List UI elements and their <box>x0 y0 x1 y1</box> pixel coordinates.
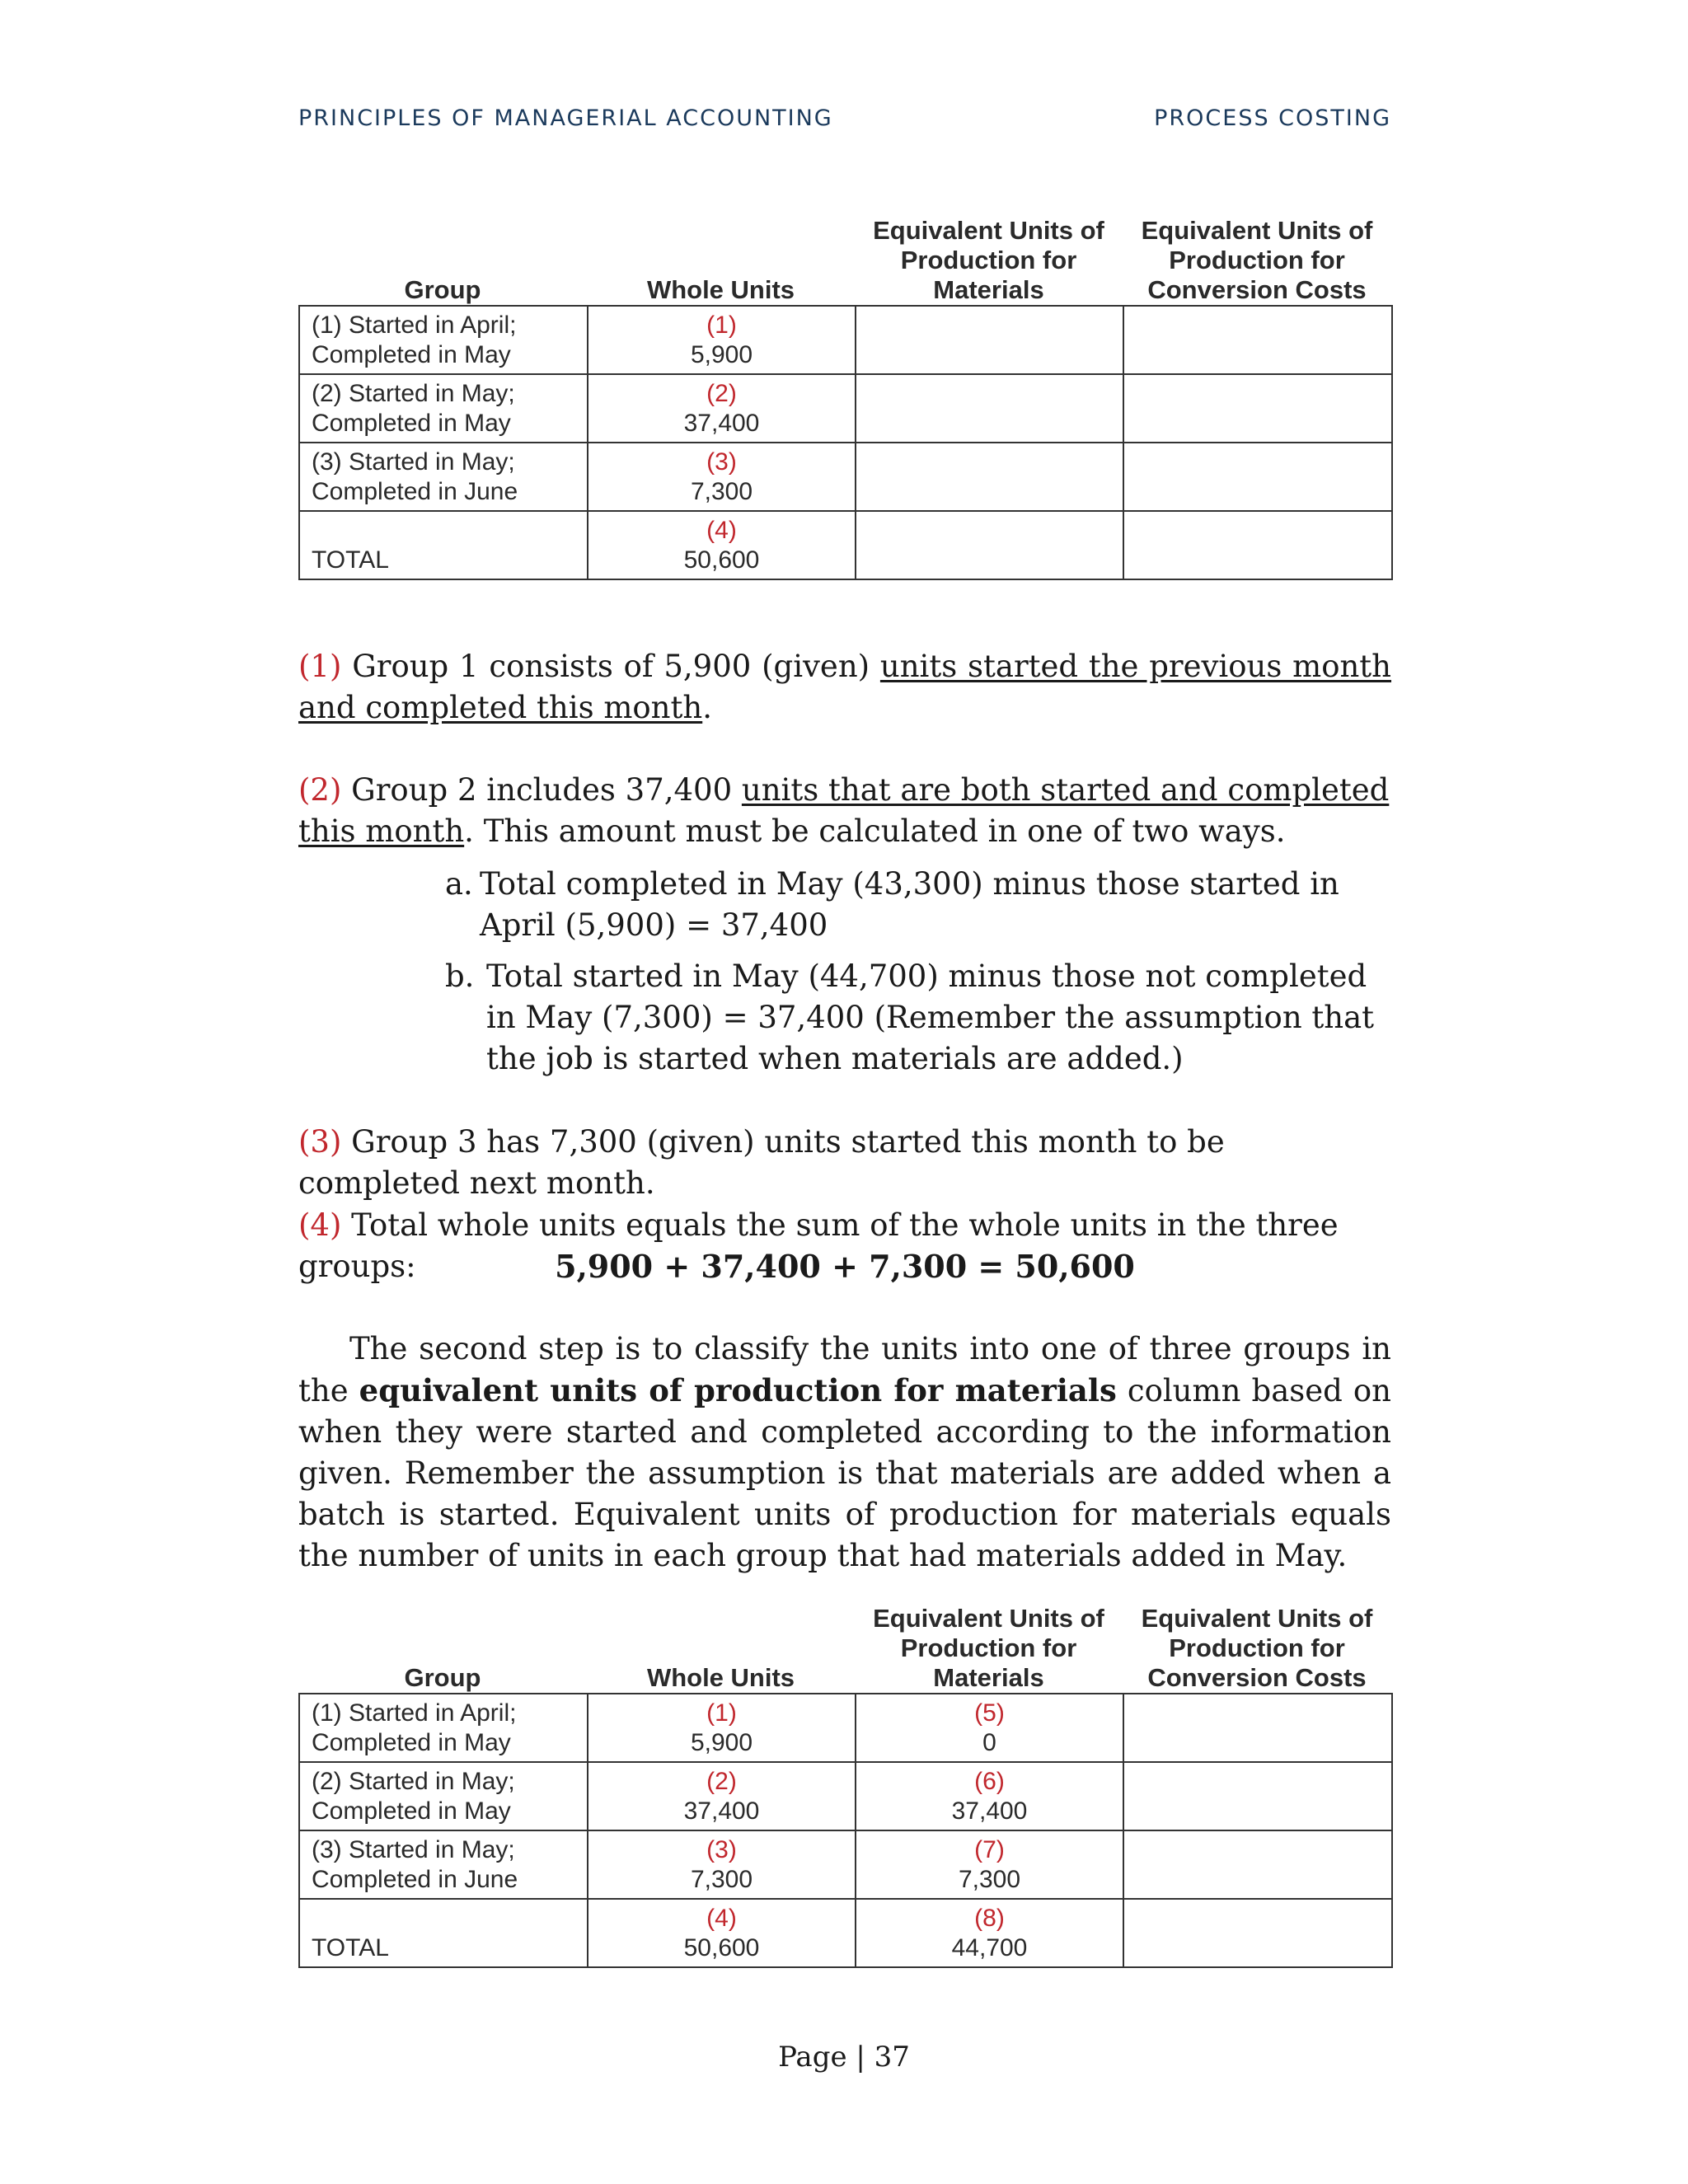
col-header-whole-units: Whole Units <box>646 1663 795 1692</box>
note-3: (3) Group 3 has 7,300 (given) units started this month to be completed next month. <box>298 1124 1225 1201</box>
col-header-group: Group <box>404 275 481 304</box>
running-header <box>298 105 1391 138</box>
method-b-text: Total started in May (44,700) minus those not completed in May (7,300) = 37,400 (Remember the assumption that the job is started when materials are added.) <box>486 958 1375 1076</box>
col-header-eq-conversion: Equivalent Units of Production for Conversion Costs <box>1141 1604 1373 1692</box>
eq-conversion-cell <box>1123 1762 1392 1830</box>
group-cell: (3) Started in May; Completed in June <box>299 1830 588 1899</box>
method-b-label: b. <box>445 958 475 994</box>
eq-conversion-cell <box>1123 1899 1392 1967</box>
eq-conversion-cell <box>1123 443 1392 511</box>
table-grid <box>298 1693 1393 1968</box>
whole-units-cell: (2) 37,400 <box>588 374 856 443</box>
table-row-total <box>299 511 1392 579</box>
table-row <box>299 443 1392 511</box>
method-a-text: Total completed in May (43,300) minus those started in April (5,900) = 37,400 <box>480 866 1339 943</box>
group-cell: (2) Started in May; Completed in May <box>299 374 588 443</box>
note-2: (2) Group 2 includes 37,400 units that are both started and completed this month. This amount must be calculated in one of two ways. <box>298 772 1390 849</box>
col-header-whole-units: Whole Units <box>646 275 795 304</box>
col-header-eq-conversion: Equivalent Units of Production for Conversion Costs <box>1141 216 1373 304</box>
table-row <box>299 1694 1392 1762</box>
col-header-group: Group <box>404 1663 481 1692</box>
sum-equation: 5,900 + 37,400 + 7,300 = 50,600 <box>555 1248 1135 1285</box>
eq-conversion-cell <box>1123 1694 1392 1762</box>
whole-units-cell: (4) 50,600 <box>588 1899 856 1967</box>
col-header-eq-materials: Equivalent Units of Production for Materials <box>873 1604 1104 1692</box>
header-book-title: PRINCIPLES OF MANAGERIAL ACCOUNTING <box>298 105 833 131</box>
header-chapter-title: PROCESS COSTING <box>1154 105 1391 131</box>
eq-materials-cell: (5) 0 <box>856 1694 1123 1762</box>
whole-units-cell: (1) 5,900 <box>588 306 856 374</box>
table-row <box>299 306 1392 374</box>
eq-materials-cell <box>856 443 1123 511</box>
method-a-label: a. <box>445 866 473 902</box>
table-row <box>299 1762 1392 1830</box>
explanation-paragraph: The second step is to classify the units into one of three groups in the equivalent units of production for materials column based on when they were started and completed according to the information given. Remember the assumption is that materials are added when a batch is started. Equivalent units of production for materials equals the number of units in each group that had materials added in May. <box>298 1331 1391 1573</box>
note-1: (1) Group 1 consists of 5,900 (given) units started the previous month and completed this month. <box>298 649 1392 725</box>
eq-materials-cell: (7) 7,300 <box>856 1830 1123 1899</box>
eq-conversion-cell <box>1123 511 1392 579</box>
group-cell: (1) Started in April; Completed in May <box>299 1694 588 1762</box>
whole-units-cell: (3) 7,300 <box>588 1830 856 1899</box>
whole-units-cell: (3) 7,300 <box>588 443 856 511</box>
whole-units-cell: (1) 5,900 <box>588 1694 856 1762</box>
table-row <box>299 374 1392 443</box>
group-cell: TOTAL <box>299 511 588 579</box>
col-header-eq-materials: Equivalent Units of Production for Materials <box>873 216 1104 304</box>
eq-materials-cell <box>856 306 1123 374</box>
note-4: (4) Total whole units equals the sum of the whole units in the three groups: <box>298 1207 1339 1284</box>
group-cell: TOTAL <box>299 1899 588 1967</box>
eq-materials-cell <box>856 511 1123 579</box>
whole-units-cell: (4) 50,600 <box>588 511 856 579</box>
eq-materials-cell: (6) 37,400 <box>856 1762 1123 1830</box>
group-cell: (3) Started in May; Completed in June <box>299 443 588 511</box>
eq-materials-cell <box>856 374 1123 443</box>
table-grid <box>298 305 1393 580</box>
method-a <box>445 864 1401 946</box>
method-b <box>445 956 1401 1080</box>
whole-units-cell: (2) 37,400 <box>588 1762 856 1830</box>
group-cell: (1) Started in April; Completed in May <box>299 306 588 374</box>
eq-conversion-cell <box>1123 306 1392 374</box>
table-row <box>299 1830 1392 1899</box>
group-cell: (2) Started in May; Completed in May <box>299 1762 588 1830</box>
table-row-total <box>299 1899 1392 1967</box>
page-number: Page | 37 <box>778 2041 910 2074</box>
eq-materials-cell: (8) 44,700 <box>856 1899 1123 1967</box>
eq-conversion-cell <box>1123 374 1392 443</box>
eq-conversion-cell <box>1123 1830 1392 1899</box>
